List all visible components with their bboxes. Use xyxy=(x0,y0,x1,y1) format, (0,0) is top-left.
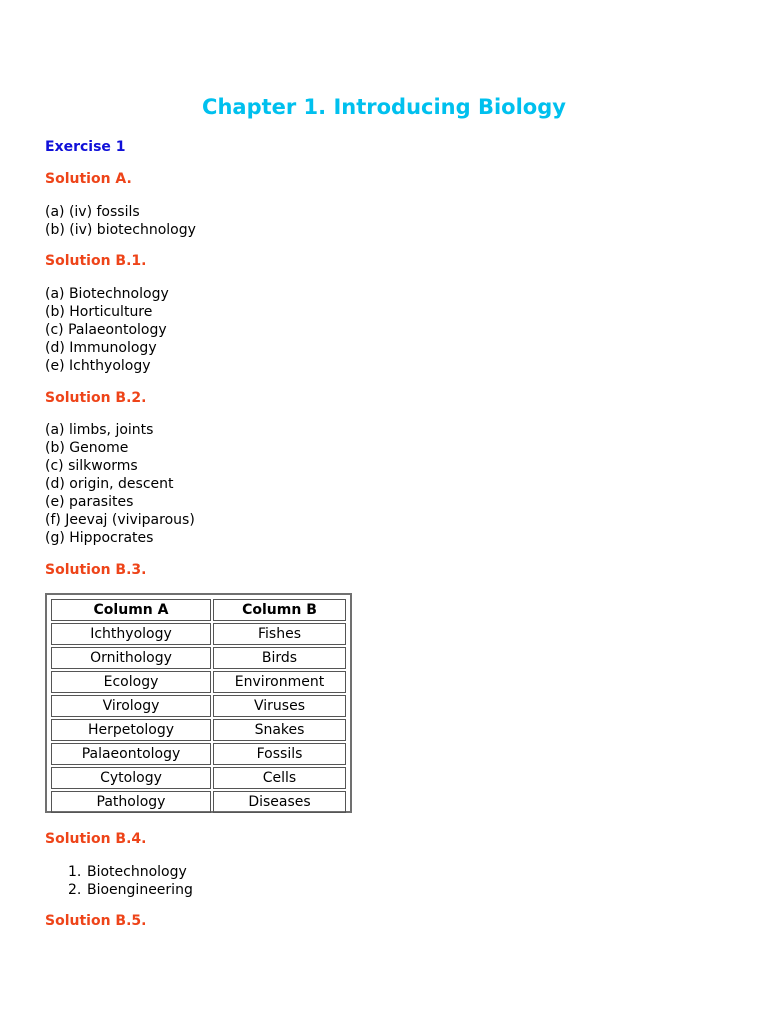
column-a-header: Column A xyxy=(51,599,211,621)
list-item xyxy=(68,881,193,899)
table-row xyxy=(51,791,346,813)
table-header-row xyxy=(51,599,346,621)
list-item xyxy=(68,863,193,881)
answer-line: (a) (iv) fossils xyxy=(45,204,140,220)
answer-line: (b) Genome xyxy=(45,440,129,456)
solution-b1-heading: Solution B.1. xyxy=(45,253,147,269)
table-row xyxy=(51,623,346,645)
solution-b3-heading: Solution B.3. xyxy=(45,562,147,578)
answer-line: (e) parasites xyxy=(45,494,134,510)
table-row xyxy=(51,767,346,789)
answer-line: (c) Palaeontology xyxy=(45,322,167,338)
solution-b1-answers xyxy=(45,285,169,375)
table-cell: Herpetology xyxy=(51,719,211,741)
list-text: Biotechnology xyxy=(87,864,187,880)
answer-line: (c) silkworms xyxy=(45,458,138,474)
answer-line: (a) Biotechnology xyxy=(45,286,169,302)
answer-line: (d) Immunology xyxy=(45,340,157,356)
table-cell: Birds xyxy=(213,647,346,669)
table-row xyxy=(51,647,346,669)
answer-line: (d) origin, descent xyxy=(45,476,174,492)
table-row xyxy=(51,671,346,693)
list-number: 2. xyxy=(68,882,82,898)
answer-line: (e) Ichthyology xyxy=(45,358,151,374)
table-row xyxy=(51,743,346,765)
table-row xyxy=(51,695,346,717)
table-cell: Environment xyxy=(213,671,346,693)
table-cell: Diseases xyxy=(213,791,346,813)
table-cell: Snakes xyxy=(213,719,346,741)
table-cell: Pathology xyxy=(51,791,211,813)
table-cell: Palaeontology xyxy=(51,743,211,765)
table-cell: Cytology xyxy=(51,767,211,789)
table-cell: Fishes xyxy=(213,623,346,645)
solution-b2-heading: Solution B.2. xyxy=(45,390,147,406)
table-cell: Ornithology xyxy=(51,647,211,669)
table-cell: Viruses xyxy=(213,695,346,717)
match-table xyxy=(45,593,352,813)
solution-a-heading: Solution A. xyxy=(45,171,132,187)
solution-b4-heading: Solution B.4. xyxy=(45,831,147,847)
solution-b4-list xyxy=(68,863,193,899)
table-row xyxy=(51,719,346,741)
list-number: 1. xyxy=(68,864,82,880)
list-text: Bioengineering xyxy=(87,882,193,898)
table-cell: Ecology xyxy=(51,671,211,693)
page-title: Chapter 1. Introducing Biology xyxy=(202,95,566,119)
answer-line: (a) limbs, joints xyxy=(45,422,154,438)
table-cell: Virology xyxy=(51,695,211,717)
table-cell: Cells xyxy=(213,767,346,789)
table-cell: Fossils xyxy=(213,743,346,765)
answer-line: (b) Horticulture xyxy=(45,304,153,320)
column-b-header: Column B xyxy=(213,599,346,621)
answer-line: (f) Jeevaj (viviparous) xyxy=(45,512,195,528)
exercise-heading: Exercise 1 xyxy=(45,139,126,155)
answer-line: (g) Hippocrates xyxy=(45,530,154,546)
answer-line: (b) (iv) biotechnology xyxy=(45,222,196,238)
table-cell: Ichthyology xyxy=(51,623,211,645)
solution-a-answers xyxy=(45,203,196,239)
solution-b5-heading: Solution B.5. xyxy=(45,913,147,929)
solution-b2-answers xyxy=(45,421,195,547)
